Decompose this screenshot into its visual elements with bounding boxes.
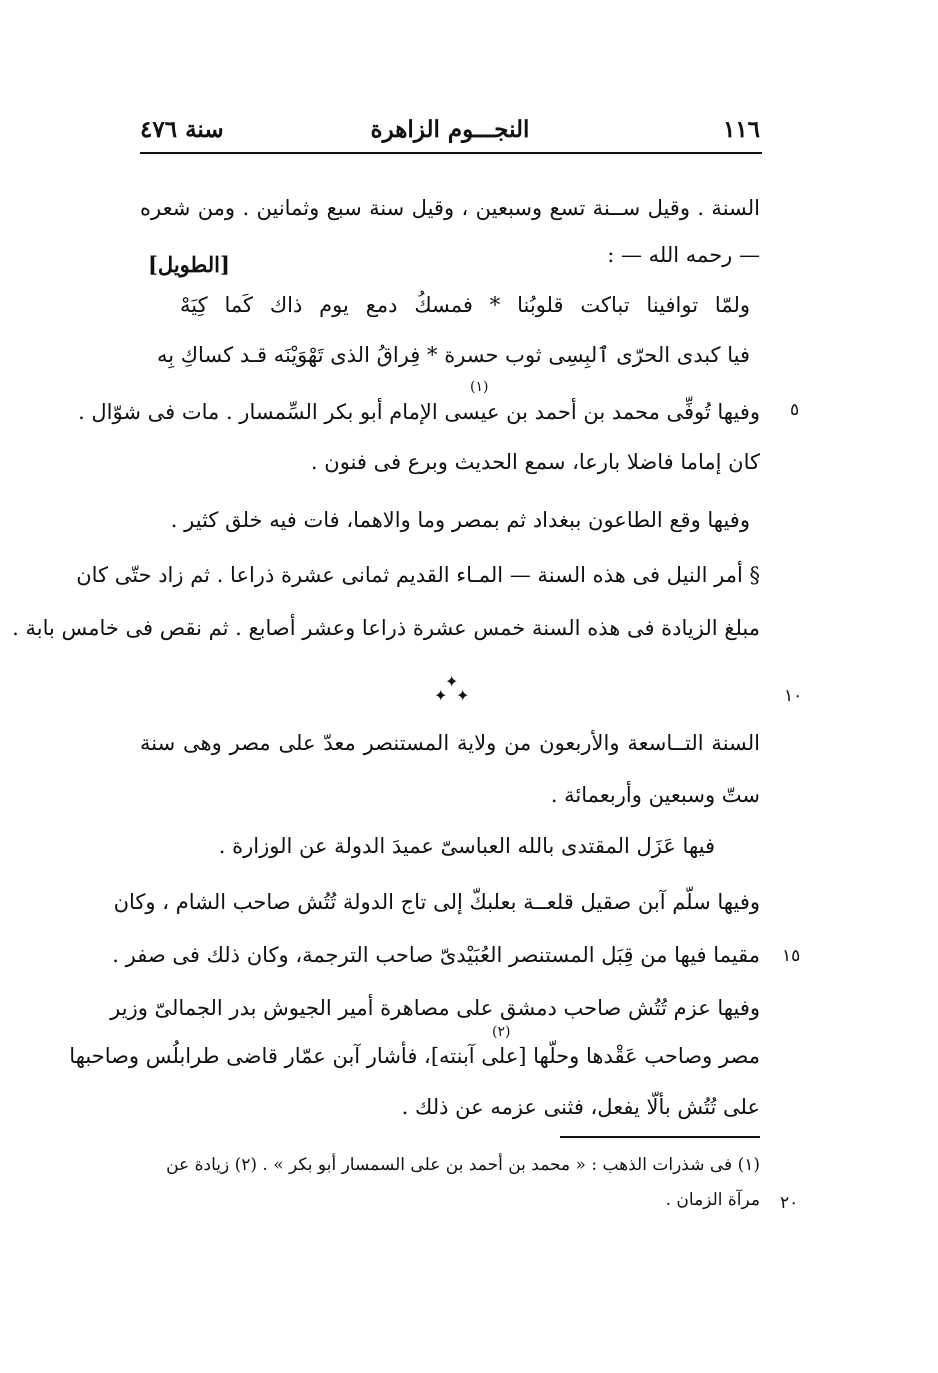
line-number: ١٠ (784, 686, 803, 706)
line-number: ١٥ (782, 946, 801, 966)
text-line: على تُتُش بألّا يفعل، فثنى عزمه عن ذلك . (401, 1095, 760, 1119)
meter-label: [الطويل] (148, 252, 230, 277)
text-line: مصر وصاحب عَقْدها وحلّها [على آبنته]، فأشار آبن عمّار قاضى طرابلُس وصاحبها (69, 1044, 760, 1068)
poem-verse: فيا كبدى الحرّى ٱلبِسِى ثوب حسرة * فِراقُ الذى تَهْوَيْنَه قـد كساكِ بِه (156, 343, 750, 367)
footnote-line: مرآة الزمان . (665, 1190, 760, 1210)
text-line: وفيها عزم تُتُش صاحب دمشق على مصاهرة أمير الجيوش بدر الجمالىّ وزير (110, 996, 760, 1020)
section-divider-stars: ✦ ✦ ✦ (434, 672, 470, 705)
text-line: § أمر النيل فى هذه السنة — المـاء القديم ثمانى عشرة ذراعا . ثم زاد حتّى كان (76, 563, 760, 587)
poem-verse: ولمّا توافينا تباكت قلوبُنا * فمسكُ دمع يوم ذاك كَما كِيَهْ (180, 293, 750, 317)
text-line: وفيها وقع الطاعون ببغداد ثم بمصر وما والاهما، فات فيه خلق كثير . (170, 508, 750, 532)
text-line: — رحمه الله — : (607, 243, 760, 267)
text-line: مبلغ الزيادة فى هذه السنة خمس عشرة ذراعا وعشر أصابع . ثم نقص فى خامس بابة . (12, 616, 760, 640)
text-line: مقيما فيها من قِبَل المستنصر العُبَيْدىّ صاحب الترجمة، وكان ذلك فى صفر . (112, 943, 760, 967)
text-line: كان إماما فاضلا بارعا، سمع الحديث وبرع فى فنون . (310, 450, 760, 474)
footnote-rule (560, 1136, 760, 1138)
text-line: السنة . وقيل ســنة تسع وسبعين ، وقيل سنة سبع وثمانين . ومن شعره (140, 196, 760, 220)
text-line: ستّ وسبعين وأربعمائة . (550, 783, 760, 807)
header-year: سنة ٤٧٦ (140, 116, 224, 143)
header-rule (140, 152, 762, 154)
footnote-ref: (٢) (492, 1024, 511, 1040)
footnote-ref: (١) (470, 379, 489, 395)
text-line: وفيها سلّم آبن صقيل قلعــة بعلبكّ إلى تاج الدولة تُتُش صاحب الشام ، وكان (113, 890, 760, 914)
line-number: ٥ (790, 400, 800, 420)
line-number: ٢٠ (780, 1193, 799, 1213)
page-number: ١١٦ (722, 116, 760, 143)
text-line: وفيها تُوفِّى محمد بن أحمد بن عيسى الإمام أبو بكر السِّمسار . مات فى شوّال . (78, 400, 760, 424)
book-title: النجـــوم الزاهرة (370, 116, 530, 143)
footnote-line: (١) فى شذرات الذهب : « محمد بن أحمد بن على السمسار أبو بكر » . (٢) زيادة عن (166, 1155, 760, 1175)
running-header (140, 112, 760, 152)
section-heading-line: السنة التــاسعة والأربعون من ولاية المستنصر معدّ على مصر وهى سنة (140, 731, 760, 755)
text-line: فيها عَزَل المقتدى بالله العباسىّ عميدَ الدولة عن الوزارة . (218, 834, 715, 858)
